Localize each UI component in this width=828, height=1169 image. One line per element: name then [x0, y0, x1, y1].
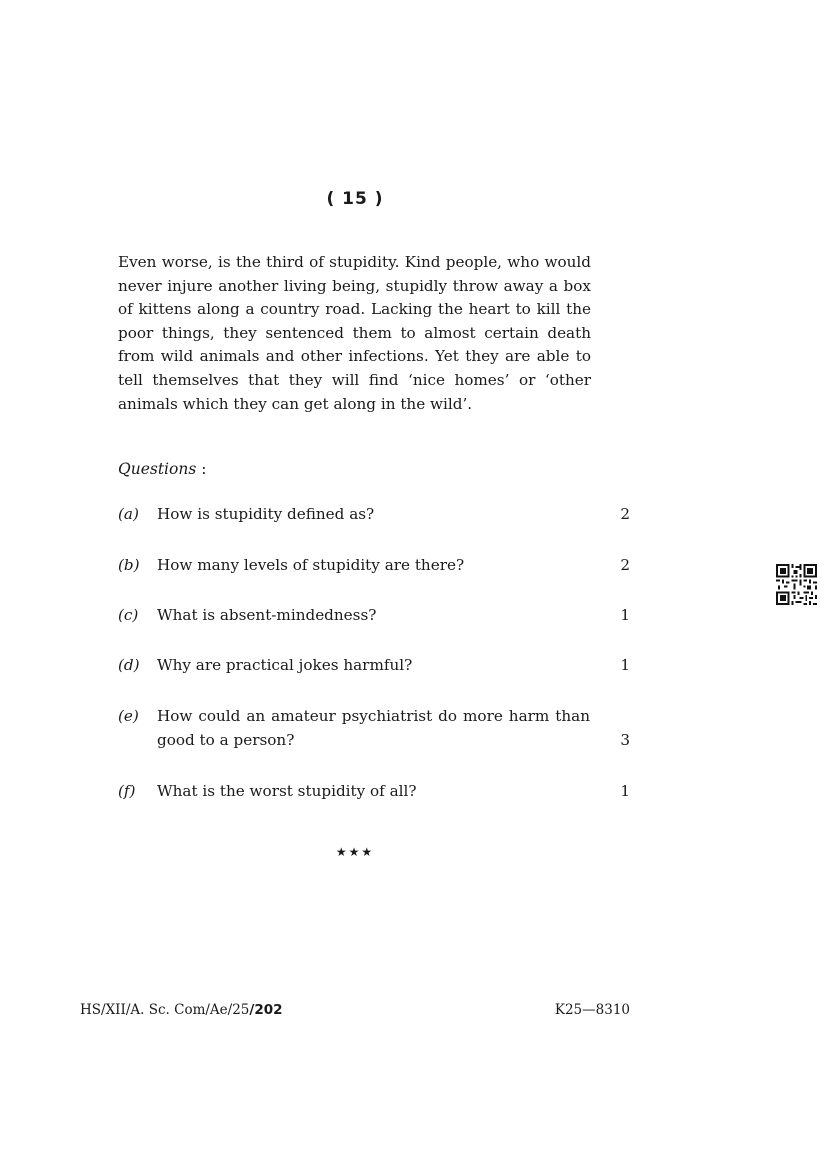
question-letter: (e) [118, 707, 139, 725]
question-letter: (c) [118, 606, 139, 624]
question-c [118, 603, 630, 627]
question-b [118, 553, 630, 577]
question-marks: 1 [620, 656, 630, 674]
question-text: How many levels of stupidity are there? [157, 556, 465, 574]
footer-code-prefix: HS/XII/A. Sc. Com/Ae/25 [80, 1002, 250, 1018]
question-text: How could an amateur psychiatrist do more harm than good to a person? [157, 707, 590, 749]
page-number: ( 15 ) [326, 189, 384, 209]
questions-heading-label: Questions [118, 460, 197, 478]
footer-code-suffix: /202 [249, 1002, 283, 1018]
question-marks: 3 [620, 731, 630, 749]
question-text: What is the worst stupidity of all? [157, 782, 417, 800]
question-text: What is absent-mindedness? [157, 606, 377, 624]
questions-heading [118, 460, 206, 478]
question-f [118, 779, 630, 803]
footer-code [80, 1002, 283, 1018]
question-e [118, 704, 630, 752]
qr-code [776, 564, 817, 605]
question-marks: 2 [620, 505, 630, 523]
question-marks: 1 [620, 782, 630, 800]
end-marker: ★★★ [335, 845, 375, 859]
passage-text: Even worse, is the third of stupidity. Kind people, who would never injure another living being, stupidly throw away a box of kittens along a country road. Lacking the heart to kill the poor things, they sentenced them to almost certain death from wild animals and other infections. Yet they are able to tell themselves that they will find ‘nice homes’ or ‘other animals which they can get along in the wild’. [118, 253, 591, 413]
question-letter: (a) [118, 505, 139, 523]
question-letter: (f) [118, 782, 136, 800]
question-text: How is stupidity defined as? [157, 505, 375, 523]
question-marks: 1 [620, 606, 630, 624]
questions-heading-colon: : [201, 460, 207, 478]
question-letter: (d) [118, 656, 140, 674]
question-letter: (b) [118, 556, 140, 574]
question-marks: 2 [620, 556, 630, 574]
question-text: Why are practical jokes harmful? [157, 656, 413, 674]
question-a [118, 502, 630, 526]
question-d [118, 653, 630, 677]
footer-right-code: K25—8310 [554, 1002, 630, 1018]
